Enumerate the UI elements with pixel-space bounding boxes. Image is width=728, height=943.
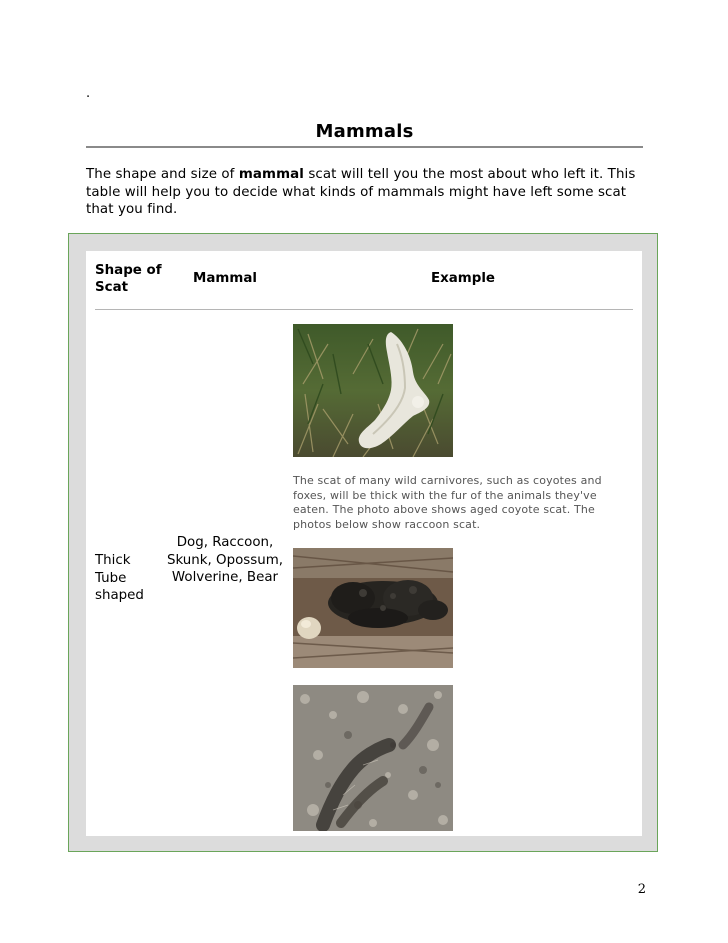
header-rule [95,309,633,310]
intro-bold-word: mammal [238,167,304,182]
header-example: Example [430,271,496,286]
page-title: Mammals [315,121,414,142]
cell-shape: Thick Tube shaped [95,553,144,603]
coyote-scat-photo [293,324,453,457]
header-mammal: Mammal [193,271,257,286]
raccoon-scat-photo-2 [293,685,453,831]
cell-mammal: Dog, Raccoon, Skunk, Opossum, Wolverine, Bear [166,535,284,585]
intro-paragraph [86,166,646,219]
header-shape-of-scat: Shape of Scat [95,263,162,295]
page-number: 2 [637,882,646,897]
raccoon-scat-photo-1 [293,548,453,668]
intro-text-after: scat will tell you the most about who left it. This table will help you to decide what kinds of mammals might have left some scat that you find. [86,167,636,217]
intro-text-before: The shape and size of [86,167,239,182]
example-caption: The scat of many wild carnivores, such as coyotes and foxes, will be thick with the fur of the animals they've eaten. The photo above shows aged coyote scat. The photos below show raccoon scat. [293,474,602,531]
title-rule [86,146,643,148]
leading-mark: . [86,86,91,101]
